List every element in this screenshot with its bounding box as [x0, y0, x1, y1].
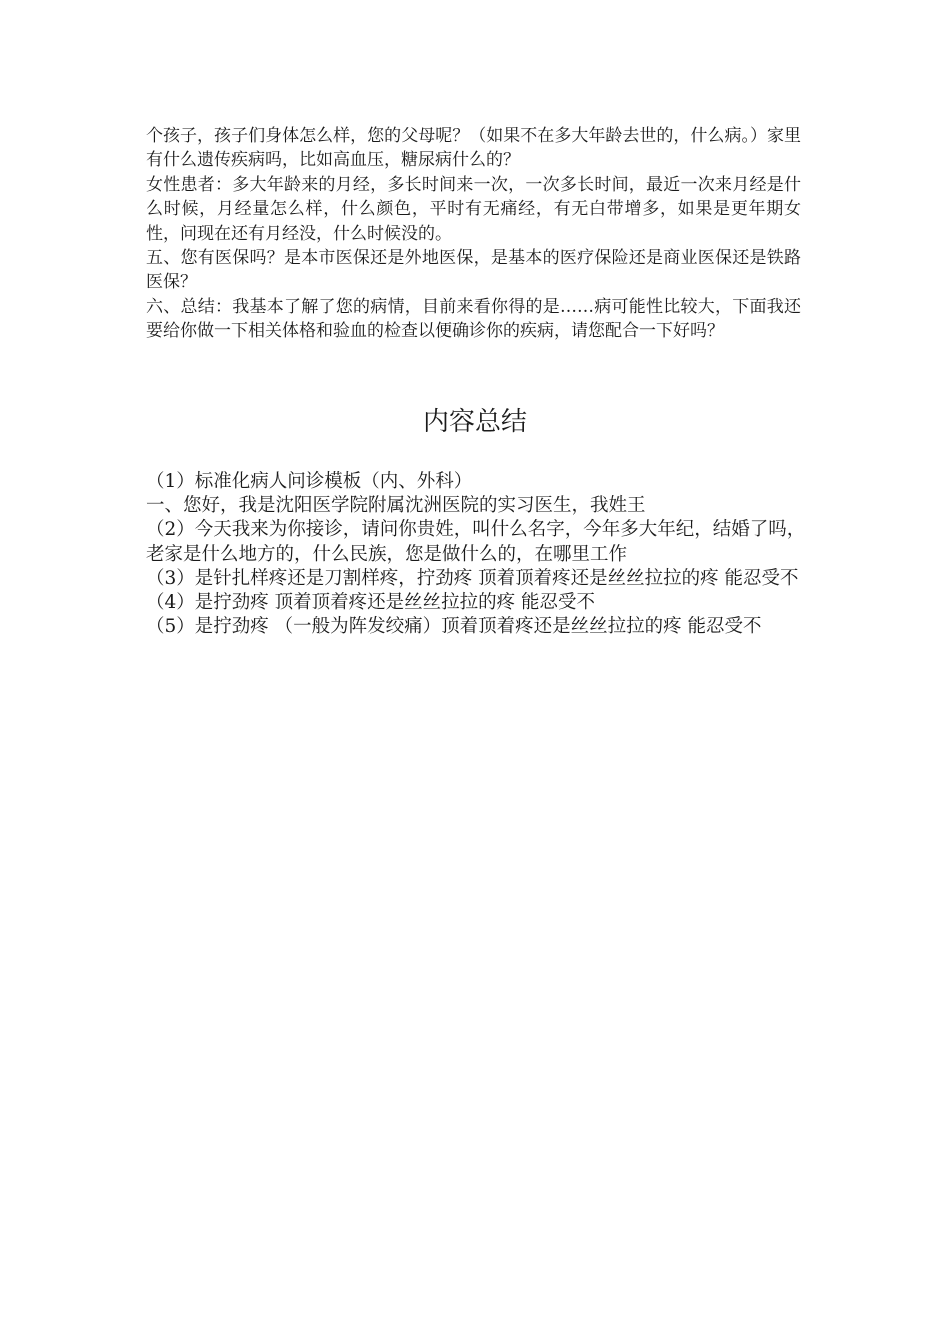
summary-list: [146, 470, 806, 639]
body-text: [146, 124, 801, 344]
summary-item: （5）是拧劲疼 （一般为阵发绞痛）顶着顶着疼还是丝丝拉拉的疼 能忍受不: [146, 616, 762, 638]
summary-item: 一、您好，我是沈阳医学院附属沈洲医院的实习医生，我姓王: [146, 495, 646, 517]
paragraph-family-history: 个孩子，孩子们身体怎么样，您的父母呢？（如果不在多大年龄去世的，什么病。）家里有什么遗传疾病吗，比如高血压，糖尿病什么的？: [146, 126, 801, 171]
summary-item: （3）是针扎样疼还是刀割样疼，拧劲疼 顶着顶着疼还是丝丝拉拉的疼 能忍受不: [146, 567, 799, 589]
paragraph-insurance: 五、您有医保吗？是本市医保还是外地医保，是基本的医疗保险还是商业医保还是铁路医保？: [146, 248, 801, 293]
summary-item: （1）标准化病人问诊模板（内、外科）: [146, 471, 473, 492]
paragraph-conclusion: 六、总结：我基本了解了您的病情，目前来看你得的是……病可能性比较大，下面我还要给你做一下相关体格和验血的检查以便确诊你的疾病，请您配合一下好吗？: [146, 296, 801, 342]
paragraph-female-patients: 女性患者：多大年龄来的月经，多长时间来一次，一次多长时间，最近一次来月经是什么时候，月经量怎么样，什么颜色，平时有无痛经，有无白带增多，如果是更年期女性，问现在还有月经没，什么时候没的。: [146, 174, 801, 244]
summary-item: （2）今天我来为你接诊，请问你贵姓，叫什么名字，今年多大年纪，结婚了吗，老家是什么地方的，什么民族，您是做什么的，在哪里工作: [146, 519, 806, 565]
summary-title: 内容总结: [422, 407, 527, 437]
summary-item: （4）是拧劲疼 顶着顶着疼还是丝丝拉拉的疼 能忍受不: [146, 592, 596, 614]
